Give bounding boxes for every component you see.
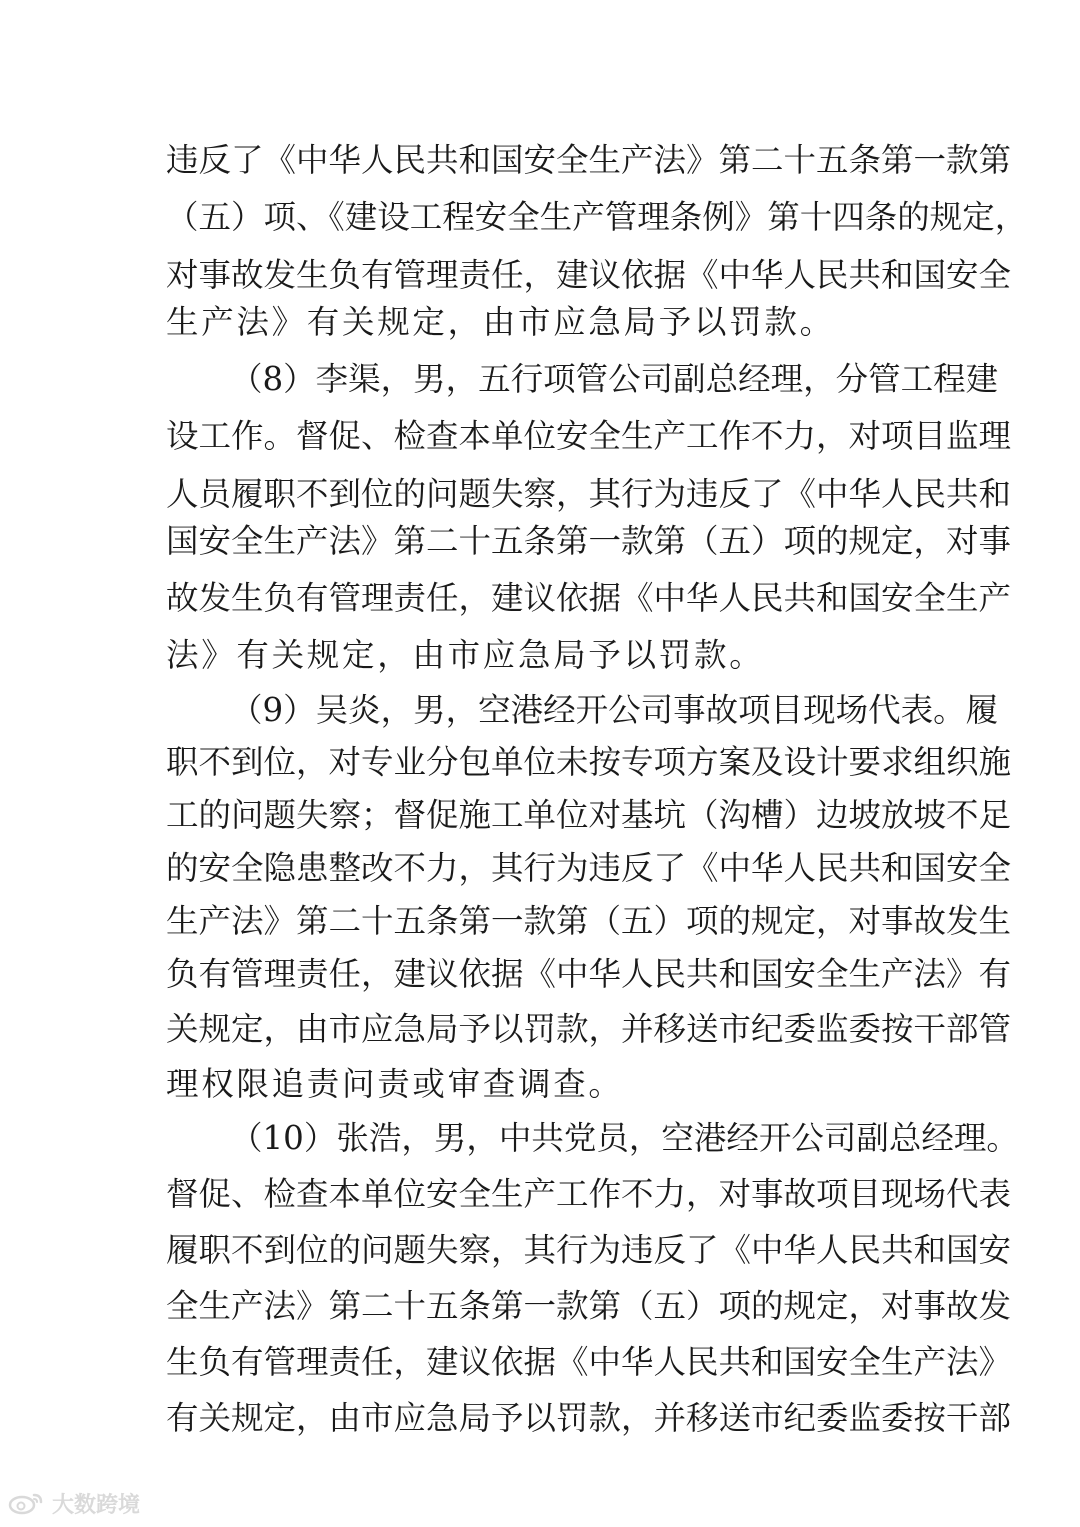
watermark-text: 大数跨境: [52, 1492, 141, 1518]
body-text-line: 法》有关规定，由市应急局予以罚款。: [166, 636, 765, 674]
body-text-line: 的安全隐患整改不力，其行为违反了《中华人民共和国安全: [166, 849, 1012, 887]
paragraph-first-line: （8）李渠，男，五行项管公司副总经理，分管工程建: [230, 360, 999, 398]
body-text-line: 职不到位，对专业分包单位未按专项方案及设计要求组织施: [166, 743, 1012, 781]
body-text-line: 设工作。督促、检查本单位安全生产工作不力，对项目监理: [166, 417, 1012, 455]
body-text-line: 工的问题失察；督促施工单位对基坑（沟槽）边坡放坡不足: [166, 796, 1012, 834]
body-text-line: 负有管理责任，建议依据《中华人民共和国安全生产法》有: [166, 955, 1012, 993]
body-text-line: 国安全生产法》第二十五条第一款第（五）项的规定，对事: [166, 522, 1012, 560]
body-text-line: 督促、检查本单位安全生产工作不力，对事故项目现场代表: [166, 1175, 1012, 1213]
paragraph-first-line: （9）吴炎，男，空港经开公司事故项目现场代表。履: [230, 691, 999, 729]
body-text-line: 关规定，由市应急局予以罚款，并移送市纪委监委按干部管: [166, 1010, 1012, 1048]
body-text-line: 履职不到位的问题失察，其行为违反了《中华人民共和国安: [166, 1231, 1012, 1269]
body-text-line: 生负有管理责任，建议依据《中华人民共和国安全生产法》: [166, 1343, 1012, 1381]
body-text-line: （五）项、《建设工程安全生产管理条例》第十四条的规定，: [166, 198, 1028, 236]
body-text-line: 对事故发生负有管理责任，建议依据《中华人民共和国安全: [166, 256, 1012, 294]
body-text-line: 全生产法》第二十五条第一款第（五）项的规定，对事故发: [166, 1287, 1012, 1325]
body-text-line: 违反了《中华人民共和国安全生产法》第二十五条第一款第: [166, 141, 1012, 179]
watermark: [8, 1488, 140, 1518]
body-text-line: 生产法》第二十五条第一款第（五）项的规定，对事故发生: [166, 902, 1012, 940]
paragraph-first-line: （10）张浩，男，中共党员，空港经开公司副总经理。: [230, 1119, 1019, 1157]
body-text-line: 生产法》有关规定，由市应急局予以罚款。: [166, 303, 835, 341]
weibo-logo-icon: [8, 1491, 46, 1515]
body-text-line: 人员履职不到位的问题失察，其行为违反了《中华人民共和: [166, 475, 1012, 513]
body-text-line: 有关规定，由市应急局予以罚款，并移送市纪委监委按干部: [166, 1399, 1012, 1437]
body-text-line: 理权限追责问责或审查调查。: [166, 1065, 624, 1103]
body-text-line: 故发生负有管理责任，建议依据《中华人民共和国安全生产: [166, 579, 1012, 617]
